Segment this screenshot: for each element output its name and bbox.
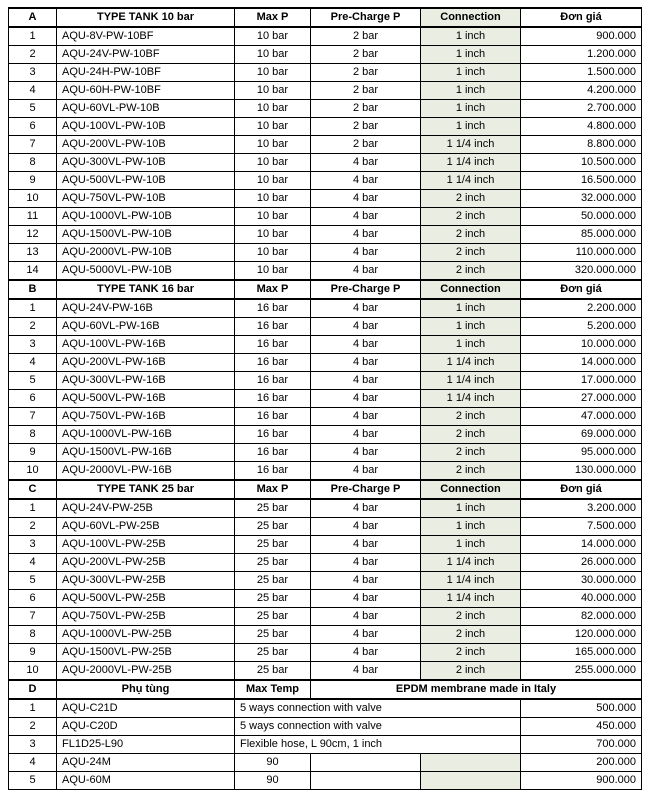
model-cell: AQU-500VL-PW-16B bbox=[57, 390, 235, 408]
row-number: 6 bbox=[9, 390, 57, 408]
row-number: 4 bbox=[9, 82, 57, 100]
table-row bbox=[9, 372, 642, 390]
row-number: 3 bbox=[9, 336, 57, 354]
row-number: 10 bbox=[9, 462, 57, 481]
connection-cell: 2 inch bbox=[421, 226, 521, 244]
row-number: 1 bbox=[9, 699, 57, 718]
model-cell: AQU-C21D bbox=[57, 699, 235, 718]
model-cell: AQU-1000VL-PW-16B bbox=[57, 426, 235, 444]
row-number: 3 bbox=[9, 736, 57, 754]
pre-charge-cell: 4 bar bbox=[311, 626, 421, 644]
row-number: 11 bbox=[9, 208, 57, 226]
row-number: 6 bbox=[9, 590, 57, 608]
row-number: 8 bbox=[9, 426, 57, 444]
max-temp-cell: 90 bbox=[235, 772, 311, 790]
pre-charge-cell: 4 bar bbox=[311, 499, 421, 518]
col-header-connection: Connection bbox=[421, 8, 521, 27]
pre-charge-cell: 2 bar bbox=[311, 82, 421, 100]
model-cell: AQU-300VL-PW-25B bbox=[57, 572, 235, 590]
model-cell: AQU-60VL-PW-25B bbox=[57, 518, 235, 536]
table-row bbox=[9, 118, 642, 136]
connection-cell: 1 inch bbox=[421, 318, 521, 336]
max-p-cell: 16 bar bbox=[235, 354, 311, 372]
row-number: 9 bbox=[9, 644, 57, 662]
section-letter: B bbox=[9, 280, 57, 299]
connection-cell: 2 inch bbox=[421, 662, 521, 681]
section-letter: C bbox=[9, 480, 57, 499]
connection-cell: 1 1/4 inch bbox=[421, 154, 521, 172]
price-cell: 320.000.000 bbox=[521, 262, 642, 281]
table-row bbox=[9, 408, 642, 426]
row-number: 5 bbox=[9, 100, 57, 118]
table-row bbox=[9, 644, 642, 662]
pre-charge-cell: 4 bar bbox=[311, 190, 421, 208]
connection-cell: 1 inch bbox=[421, 46, 521, 64]
connection-cell: 1 inch bbox=[421, 499, 521, 518]
model-cell: AQU-300VL-PW-16B bbox=[57, 372, 235, 390]
row-number: 5 bbox=[9, 772, 57, 790]
max-p-cell: 25 bar bbox=[235, 554, 311, 572]
connection-cell: 1 inch bbox=[421, 118, 521, 136]
max-p-cell: 25 bar bbox=[235, 536, 311, 554]
connection-cell: 2 inch bbox=[421, 644, 521, 662]
connection-cell bbox=[421, 772, 521, 790]
section-title: Phụ tùng bbox=[57, 680, 235, 699]
connection-cell: 1 1/4 inch bbox=[421, 390, 521, 408]
connection-cell: 1 1/4 inch bbox=[421, 354, 521, 372]
pre-charge-cell: 4 bar bbox=[311, 262, 421, 281]
description-cell: 5 ways connection with valve bbox=[235, 699, 521, 718]
price-cell: 26.000.000 bbox=[521, 554, 642, 572]
row-number: 10 bbox=[9, 190, 57, 208]
model-cell: AQU-100VL-PW-10B bbox=[57, 118, 235, 136]
model-cell: AQU-5000VL-PW-10B bbox=[57, 262, 235, 281]
max-p-cell: 16 bar bbox=[235, 426, 311, 444]
model-cell: AQU-24V-PW-25B bbox=[57, 499, 235, 518]
table-row bbox=[9, 336, 642, 354]
table-row bbox=[9, 499, 642, 518]
table-row bbox=[9, 518, 642, 536]
section-header-row-B bbox=[9, 280, 642, 299]
price-cell: 450.000 bbox=[521, 718, 642, 736]
row-number: 14 bbox=[9, 262, 57, 281]
model-cell: AQU-750VL-PW-16B bbox=[57, 408, 235, 426]
model-cell: AQU-60VL-PW-16B bbox=[57, 318, 235, 336]
price-cell: 2.700.000 bbox=[521, 100, 642, 118]
connection-cell: 1 1/4 inch bbox=[421, 372, 521, 390]
pre-charge-cell: 4 bar bbox=[311, 462, 421, 481]
price-cell: 8.800.000 bbox=[521, 136, 642, 154]
model-cell: AQU-C20D bbox=[57, 718, 235, 736]
price-cell: 47.000.000 bbox=[521, 408, 642, 426]
pre-charge-cell: 2 bar bbox=[311, 100, 421, 118]
price-cell: 10.500.000 bbox=[521, 154, 642, 172]
connection-cell: 1 inch bbox=[421, 336, 521, 354]
max-p-cell: 25 bar bbox=[235, 626, 311, 644]
row-number: 7 bbox=[9, 136, 57, 154]
row-number: 2 bbox=[9, 318, 57, 336]
col-header-pre-charge: Pre-Charge P bbox=[311, 8, 421, 27]
col-header-max-temp: Max Temp bbox=[235, 680, 311, 699]
col-header-pre-charge: Pre-Charge P bbox=[311, 480, 421, 499]
section-letter: A bbox=[9, 8, 57, 27]
model-cell: AQU-300VL-PW-10B bbox=[57, 154, 235, 172]
max-p-cell: 10 bar bbox=[235, 118, 311, 136]
section-title: TYPE TANK 25 bar bbox=[57, 480, 235, 499]
connection-cell: 1 inch bbox=[421, 27, 521, 46]
price-cell: 40.000.000 bbox=[521, 590, 642, 608]
connection-cell: 2 inch bbox=[421, 608, 521, 626]
connection-cell: 1 1/4 inch bbox=[421, 136, 521, 154]
max-p-cell: 25 bar bbox=[235, 662, 311, 681]
connection-cell: 1 inch bbox=[421, 82, 521, 100]
model-cell: AQU-24V-PW-16B bbox=[57, 299, 235, 318]
table-row bbox=[9, 608, 642, 626]
table-row bbox=[9, 390, 642, 408]
pre-charge-cell: 4 bar bbox=[311, 336, 421, 354]
table-row bbox=[9, 772, 642, 790]
price-cell: 10.000.000 bbox=[521, 336, 642, 354]
max-p-cell: 10 bar bbox=[235, 136, 311, 154]
pre-charge-cell: 4 bar bbox=[311, 172, 421, 190]
row-number: 5 bbox=[9, 372, 57, 390]
max-p-cell: 25 bar bbox=[235, 518, 311, 536]
pre-charge-cell: 4 bar bbox=[311, 536, 421, 554]
max-p-cell: 10 bar bbox=[235, 154, 311, 172]
price-cell: 7.500.000 bbox=[521, 518, 642, 536]
max-p-cell: 10 bar bbox=[235, 82, 311, 100]
row-number: 8 bbox=[9, 154, 57, 172]
max-p-cell: 10 bar bbox=[235, 46, 311, 64]
row-number: 1 bbox=[9, 299, 57, 318]
pre-charge-cell: 4 bar bbox=[311, 226, 421, 244]
row-number: 1 bbox=[9, 27, 57, 46]
pre-charge-cell: 4 bar bbox=[311, 390, 421, 408]
model-cell: AQU-1500VL-PW-25B bbox=[57, 644, 235, 662]
pre-charge-cell: 4 bar bbox=[311, 554, 421, 572]
max-p-cell: 10 bar bbox=[235, 27, 311, 46]
model-cell: AQU-500VL-PW-10B bbox=[57, 172, 235, 190]
connection-cell: 1 1/4 inch bbox=[421, 554, 521, 572]
connection-cell bbox=[421, 754, 521, 772]
table-row bbox=[9, 299, 642, 318]
model-cell: AQU-100VL-PW-25B bbox=[57, 536, 235, 554]
max-p-cell: 10 bar bbox=[235, 208, 311, 226]
max-p-cell: 16 bar bbox=[235, 462, 311, 481]
model-cell: AQU-1500VL-PW-10B bbox=[57, 226, 235, 244]
connection-cell: 1 inch bbox=[421, 299, 521, 318]
max-p-cell: 16 bar bbox=[235, 390, 311, 408]
col-header-epdm-note: EPDM membrane made in Italy bbox=[311, 680, 642, 699]
model-cell: AQU-500VL-PW-25B bbox=[57, 590, 235, 608]
pre-charge-cell: 4 bar bbox=[311, 444, 421, 462]
row-number: 12 bbox=[9, 226, 57, 244]
pre-charge-cell: 4 bar bbox=[311, 662, 421, 681]
max-p-cell: 10 bar bbox=[235, 100, 311, 118]
price-cell: 4.200.000 bbox=[521, 82, 642, 100]
model-cell: AQU-1000VL-PW-10B bbox=[57, 208, 235, 226]
row-number: 4 bbox=[9, 754, 57, 772]
price-table bbox=[8, 7, 642, 790]
col-header-pre-charge: Pre-Charge P bbox=[311, 280, 421, 299]
price-cell: 110.000.000 bbox=[521, 244, 642, 262]
max-p-cell: 16 bar bbox=[235, 336, 311, 354]
model-cell: AQU-24M bbox=[57, 754, 235, 772]
row-number: 5 bbox=[9, 572, 57, 590]
connection-cell: 1 inch bbox=[421, 64, 521, 82]
table-row bbox=[9, 46, 642, 64]
model-cell: AQU-60H-PW-10BF bbox=[57, 82, 235, 100]
row-number: 8 bbox=[9, 626, 57, 644]
row-number: 2 bbox=[9, 718, 57, 736]
connection-cell: 2 inch bbox=[421, 626, 521, 644]
max-p-cell: 16 bar bbox=[235, 299, 311, 318]
connection-cell: 2 inch bbox=[421, 408, 521, 426]
price-cell: 95.000.000 bbox=[521, 444, 642, 462]
connection-cell: 1 1/4 inch bbox=[421, 590, 521, 608]
table-row bbox=[9, 100, 642, 118]
row-number: 6 bbox=[9, 118, 57, 136]
connection-cell: 2 inch bbox=[421, 190, 521, 208]
pre-charge-cell: 4 bar bbox=[311, 408, 421, 426]
price-table-body bbox=[9, 8, 642, 790]
pre-charge-cell: 4 bar bbox=[311, 590, 421, 608]
model-cell: AQU-2000VL-PW-10B bbox=[57, 244, 235, 262]
connection-cell: 2 inch bbox=[421, 426, 521, 444]
table-row bbox=[9, 244, 642, 262]
connection-cell: 1 inch bbox=[421, 536, 521, 554]
row-number: 4 bbox=[9, 554, 57, 572]
row-number: 13 bbox=[9, 244, 57, 262]
description-cell: Flexible hose, L 90cm, 1 inch bbox=[235, 736, 521, 754]
col-header-price: Đơn giá bbox=[521, 8, 642, 27]
pre-charge-cell: 4 bar bbox=[311, 208, 421, 226]
connection-cell: 1 inch bbox=[421, 518, 521, 536]
price-cell: 120.000.000 bbox=[521, 626, 642, 644]
price-cell: 17.000.000 bbox=[521, 372, 642, 390]
model-cell: FL1D25-L90 bbox=[57, 736, 235, 754]
table-row bbox=[9, 444, 642, 462]
price-cell: 85.000.000 bbox=[521, 226, 642, 244]
max-p-cell: 25 bar bbox=[235, 590, 311, 608]
model-cell: AQU-1000VL-PW-25B bbox=[57, 626, 235, 644]
price-cell: 3.200.000 bbox=[521, 499, 642, 518]
max-p-cell: 25 bar bbox=[235, 608, 311, 626]
col-header-price: Đơn giá bbox=[521, 480, 642, 499]
price-cell: 69.000.000 bbox=[521, 426, 642, 444]
table-row bbox=[9, 462, 642, 481]
model-cell: AQU-200VL-PW-25B bbox=[57, 554, 235, 572]
row-number: 7 bbox=[9, 408, 57, 426]
max-p-cell: 16 bar bbox=[235, 444, 311, 462]
table-row bbox=[9, 554, 642, 572]
max-p-cell: 10 bar bbox=[235, 226, 311, 244]
pre-charge-cell: 4 bar bbox=[311, 154, 421, 172]
max-p-cell: 10 bar bbox=[235, 172, 311, 190]
row-number: 3 bbox=[9, 64, 57, 82]
max-p-cell: 10 bar bbox=[235, 64, 311, 82]
pre-charge-cell: 2 bar bbox=[311, 136, 421, 154]
row-number: 3 bbox=[9, 536, 57, 554]
pre-charge-cell: 4 bar bbox=[311, 299, 421, 318]
table-row bbox=[9, 262, 642, 281]
connection-cell: 1 1/4 inch bbox=[421, 172, 521, 190]
pre-charge-cell: 2 bar bbox=[311, 27, 421, 46]
max-p-cell: 10 bar bbox=[235, 190, 311, 208]
table-row bbox=[9, 662, 642, 681]
col-header-max-p: Max P bbox=[235, 480, 311, 499]
pre-charge-cell bbox=[311, 772, 421, 790]
table-row bbox=[9, 572, 642, 590]
col-header-connection: Connection bbox=[421, 280, 521, 299]
connection-cell: 2 inch bbox=[421, 208, 521, 226]
col-header-max-p: Max P bbox=[235, 280, 311, 299]
max-p-cell: 25 bar bbox=[235, 499, 311, 518]
section-header-row-A bbox=[9, 8, 642, 27]
col-header-price: Đơn giá bbox=[521, 280, 642, 299]
pre-charge-cell: 4 bar bbox=[311, 644, 421, 662]
price-cell: 16.500.000 bbox=[521, 172, 642, 190]
model-cell: AQU-750VL-PW-25B bbox=[57, 608, 235, 626]
connection-cell: 1 inch bbox=[421, 100, 521, 118]
pre-charge-cell bbox=[311, 754, 421, 772]
price-cell: 1.200.000 bbox=[521, 46, 642, 64]
table-row bbox=[9, 736, 642, 754]
pre-charge-cell: 2 bar bbox=[311, 46, 421, 64]
max-p-cell: 25 bar bbox=[235, 644, 311, 662]
table-row bbox=[9, 699, 642, 718]
model-cell: AQU-2000VL-PW-16B bbox=[57, 462, 235, 481]
price-cell: 200.000 bbox=[521, 754, 642, 772]
col-header-connection: Connection bbox=[421, 480, 521, 499]
description-cell: 5 ways connection with valve bbox=[235, 718, 521, 736]
row-number: 4 bbox=[9, 354, 57, 372]
row-number: 9 bbox=[9, 172, 57, 190]
section-title: TYPE TANK 16 bar bbox=[57, 280, 235, 299]
pre-charge-cell: 2 bar bbox=[311, 118, 421, 136]
row-number: 10 bbox=[9, 662, 57, 681]
table-row bbox=[9, 626, 642, 644]
table-row bbox=[9, 154, 642, 172]
max-temp-cell: 90 bbox=[235, 754, 311, 772]
pre-charge-cell: 4 bar bbox=[311, 318, 421, 336]
price-cell: 1.500.000 bbox=[521, 64, 642, 82]
model-cell: AQU-750VL-PW-10B bbox=[57, 190, 235, 208]
section-header-row-D bbox=[9, 680, 642, 699]
price-cell: 900.000 bbox=[521, 772, 642, 790]
table-row bbox=[9, 590, 642, 608]
model-cell: AQU-200VL-PW-10B bbox=[57, 136, 235, 154]
max-p-cell: 10 bar bbox=[235, 262, 311, 281]
model-cell: AQU-2000VL-PW-25B bbox=[57, 662, 235, 681]
price-cell: 2.200.000 bbox=[521, 299, 642, 318]
section-header-row-C bbox=[9, 480, 642, 499]
max-p-cell: 25 bar bbox=[235, 572, 311, 590]
table-row bbox=[9, 226, 642, 244]
model-cell: AQU-60VL-PW-10B bbox=[57, 100, 235, 118]
table-row bbox=[9, 82, 642, 100]
table-row bbox=[9, 208, 642, 226]
connection-cell: 1 1/4 inch bbox=[421, 572, 521, 590]
table-row bbox=[9, 64, 642, 82]
price-cell: 700.000 bbox=[521, 736, 642, 754]
price-cell: 255.000.000 bbox=[521, 662, 642, 681]
row-number: 2 bbox=[9, 46, 57, 64]
model-cell: AQU-24V-PW-10BF bbox=[57, 46, 235, 64]
connection-cell: 2 inch bbox=[421, 244, 521, 262]
pre-charge-cell: 4 bar bbox=[311, 244, 421, 262]
table-row bbox=[9, 426, 642, 444]
price-cell: 27.000.000 bbox=[521, 390, 642, 408]
connection-cell: 2 inch bbox=[421, 462, 521, 481]
pre-charge-cell: 4 bar bbox=[311, 354, 421, 372]
table-row bbox=[9, 172, 642, 190]
price-cell: 82.000.000 bbox=[521, 608, 642, 626]
table-row bbox=[9, 27, 642, 46]
price-cell: 165.000.000 bbox=[521, 644, 642, 662]
row-number: 2 bbox=[9, 518, 57, 536]
table-row bbox=[9, 718, 642, 736]
max-p-cell: 10 bar bbox=[235, 244, 311, 262]
model-cell: AQU-1500VL-PW-16B bbox=[57, 444, 235, 462]
table-row bbox=[9, 754, 642, 772]
table-row bbox=[9, 318, 642, 336]
model-cell: AQU-200VL-PW-16B bbox=[57, 354, 235, 372]
price-cell: 50.000.000 bbox=[521, 208, 642, 226]
price-cell: 5.200.000 bbox=[521, 318, 642, 336]
price-cell: 4.800.000 bbox=[521, 118, 642, 136]
col-header-max-p: Max P bbox=[235, 8, 311, 27]
connection-cell: 2 inch bbox=[421, 444, 521, 462]
table-row bbox=[9, 536, 642, 554]
pre-charge-cell: 4 bar bbox=[311, 572, 421, 590]
model-cell: AQU-100VL-PW-16B bbox=[57, 336, 235, 354]
section-title: TYPE TANK 10 bar bbox=[57, 8, 235, 27]
max-p-cell: 16 bar bbox=[235, 408, 311, 426]
pre-charge-cell: 2 bar bbox=[311, 64, 421, 82]
model-cell: AQU-8V-PW-10BF bbox=[57, 27, 235, 46]
price-cell: 14.000.000 bbox=[521, 354, 642, 372]
price-cell: 14.000.000 bbox=[521, 536, 642, 554]
table-row bbox=[9, 136, 642, 154]
pre-charge-cell: 4 bar bbox=[311, 372, 421, 390]
price-cell: 130.000.000 bbox=[521, 462, 642, 481]
max-p-cell: 16 bar bbox=[235, 318, 311, 336]
max-p-cell: 16 bar bbox=[235, 372, 311, 390]
model-cell: AQU-60M bbox=[57, 772, 235, 790]
model-cell: AQU-24H-PW-10BF bbox=[57, 64, 235, 82]
pre-charge-cell: 4 bar bbox=[311, 518, 421, 536]
price-cell: 900.000 bbox=[521, 27, 642, 46]
price-cell: 30.000.000 bbox=[521, 572, 642, 590]
row-number: 1 bbox=[9, 499, 57, 518]
row-number: 9 bbox=[9, 444, 57, 462]
row-number: 7 bbox=[9, 608, 57, 626]
section-letter: D bbox=[9, 680, 57, 699]
price-cell: 500.000 bbox=[521, 699, 642, 718]
price-cell: 32.000.000 bbox=[521, 190, 642, 208]
pre-charge-cell: 4 bar bbox=[311, 426, 421, 444]
table-row bbox=[9, 190, 642, 208]
connection-cell: 2 inch bbox=[421, 262, 521, 281]
pre-charge-cell: 4 bar bbox=[311, 608, 421, 626]
table-row bbox=[9, 354, 642, 372]
